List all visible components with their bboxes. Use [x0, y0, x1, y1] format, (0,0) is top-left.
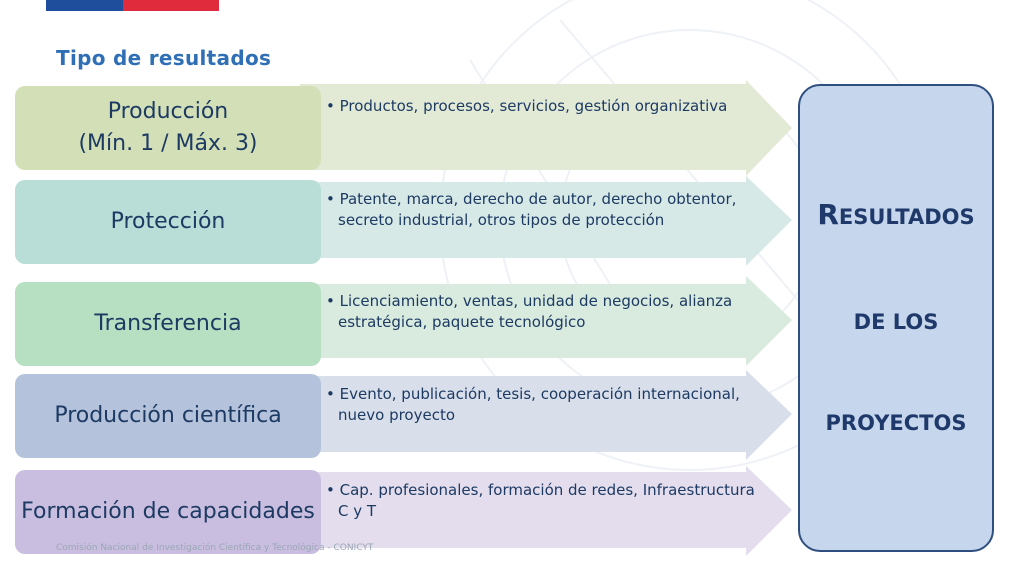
row-bullet-text: • Cap. profesionales, formación de redes, Infraestructura C y T: [326, 481, 755, 520]
row-label-box: [15, 374, 321, 458]
top-accent-blue: [46, 0, 123, 11]
row-label-line1: Producción científica: [54, 403, 282, 429]
row-label-line1: Producción: [107, 99, 229, 125]
arrow-body: [300, 80, 792, 176]
footer-text: Comisión Nacional de Investigación Científica y Tecnológica - CONICYT: [56, 543, 374, 553]
results-line1: [800, 198, 992, 231]
row-label-box: [15, 282, 321, 366]
row-bullet-text: • Evento, publicación, tesis, cooperación internacional, nuevo proyecto: [326, 385, 740, 424]
results-line1-initial: R: [817, 198, 839, 231]
result-row-produccion-cientifica: [0, 370, 800, 466]
result-row-transferencia: [0, 276, 800, 372]
result-row-proteccion: [0, 176, 800, 272]
results-line2: DE LOS: [853, 310, 939, 334]
row-label-line1: Protección: [110, 209, 226, 235]
results-line1-rest: ESULTADOS: [838, 205, 975, 229]
results-line3: PROYECTOS: [825, 411, 967, 435]
row-label-box: [15, 86, 321, 170]
row-label-box: [15, 180, 321, 264]
top-accent-red: [123, 0, 219, 11]
row-label-line1: Formación de capacidades: [21, 499, 315, 525]
row-label-line1: Transferencia: [94, 311, 242, 337]
top-accent-bar: [46, 0, 219, 11]
row-label-box: [15, 470, 321, 554]
results-box: [798, 84, 994, 552]
row-bullet-text: • Patente, marca, derecho de autor, derecho obtentor, secreto industrial, otros tipos de protección: [326, 190, 737, 229]
row-bullet-text: • Productos, procesos, servicios, gestión organizativa: [326, 97, 728, 115]
result-row-produccion: [0, 80, 800, 176]
row-label-line2: (Mín. 1 / Máx. 3): [78, 131, 258, 156]
slide-title: Tipo de resultados: [56, 46, 272, 70]
row-bullet-text: • Licenciamiento, ventas, unidad de negocios, alianza estratégica, paquete tecnológico: [326, 292, 733, 331]
